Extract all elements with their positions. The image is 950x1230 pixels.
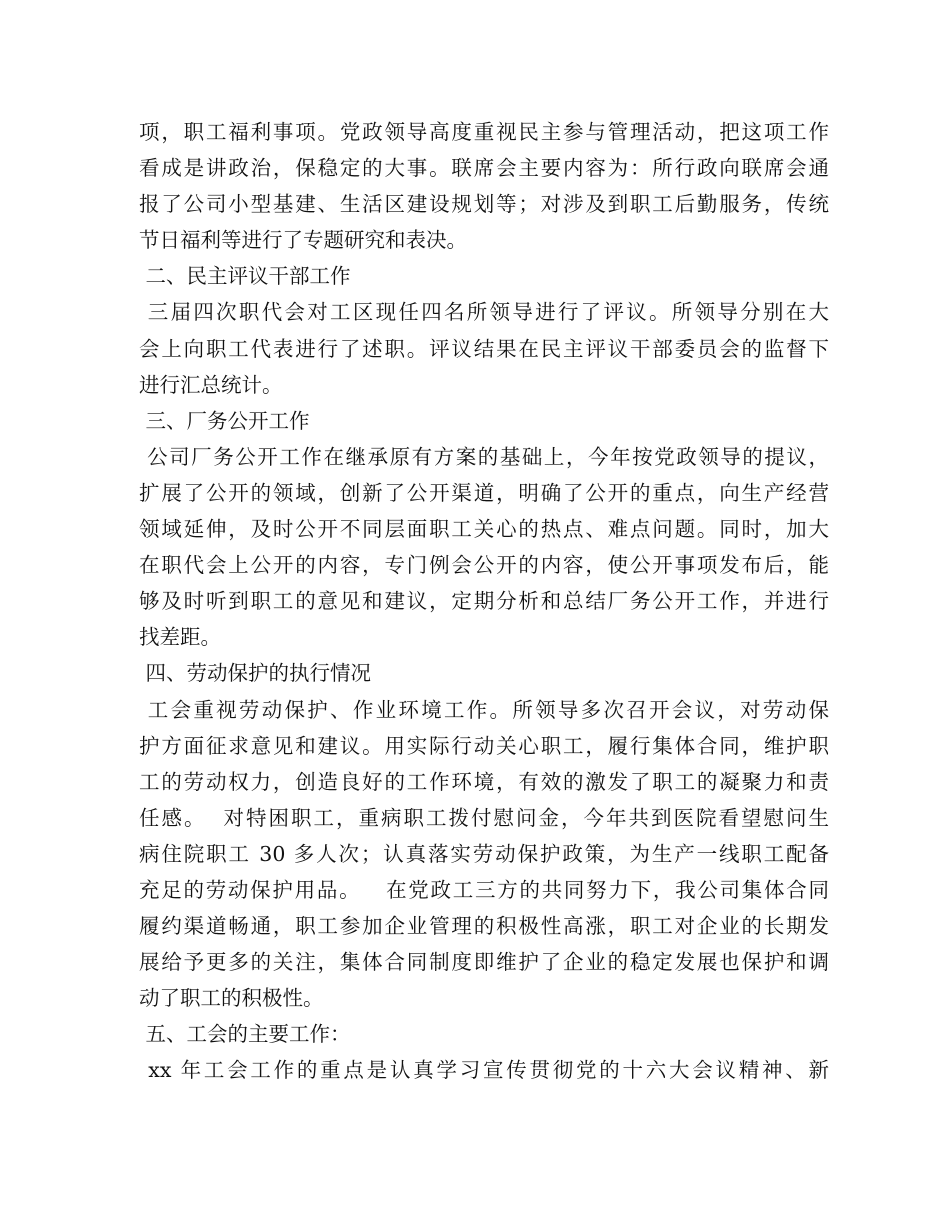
section-heading: 五、工会的主要工作：: [139, 1022, 351, 1047]
text-line: 充足的劳动保护用品。 在党政工三方的共同努力下，我公司集体合同: [139, 877, 829, 902]
text-line: 找差距。: [139, 625, 221, 650]
text-line: 工会重视劳动保护、作业环境工作。所领导多次召开会议，对劳动保: [139, 697, 829, 722]
text-line: 报了公司小型基建、生活区建设规划等；对涉及到职工后勤服务，传统: [139, 192, 829, 217]
text-line: 看成是讲政治，保稳定的大事。联席会主要内容为：所行政向联席会通: [139, 156, 829, 181]
text-line: 够及时听到职工的意见和建议，定期分析和总结厂务公开工作，并进行: [139, 589, 829, 614]
text-line: xx 年工会工作的重点是认真学习宣传贯彻党的十六大会议精神、新: [139, 1058, 829, 1083]
text-line: 三届四次职代会对工区现任四名所领导进行了评议。所领导分别在大: [139, 300, 829, 325]
text-line: 履约渠道畅通，职工参加企业管理的积极性高涨，职工对企业的长期发: [139, 914, 829, 939]
text-line: 病住院职工 30 多人次；认真落实劳动保护政策，为生产一线职工配备: [139, 841, 829, 866]
text-line: 领域延伸，及时公开不同层面职工关心的热点、难点问题。同时，加大: [139, 517, 829, 542]
text-line: 会上向职工代表进行了述职。评议结果在民主评议干部委员会的监督下: [139, 336, 829, 361]
text-line: 护方面征求意见和建议。用实际行动关心职工，履行集体合同，维护职: [139, 733, 829, 758]
section-heading: 四、劳动保护的执行情况: [139, 661, 372, 686]
text-line: 进行汇总统计。: [139, 372, 283, 397]
text-line: 工的劳动权力，创造良好的工作环境，有效的激发了职工的凝聚力和责: [139, 769, 829, 794]
text-line: 公司厂务公开工作在继承原有方案的基础上，今年按党政领导的提议，: [139, 444, 829, 469]
text-line: 节日福利等进行了专题研究和表决。: [139, 228, 467, 253]
text-line: 任感。 对特困职工，重病职工拨付慰问金，今年共到医院看望慰问生: [139, 805, 829, 830]
text-line: 在职代会上公开的内容，专门例会公开的内容，使公开事项发布后，能: [139, 553, 829, 578]
section-heading: 二、民主评议干部工作: [139, 264, 351, 289]
text-line: 扩展了公开的领域，创新了公开渠道，明确了公开的重点，向生产经营: [139, 480, 829, 505]
section-heading: 三、厂务公开工作: [139, 408, 310, 433]
text-line: 动了职工的积极性。: [139, 986, 324, 1011]
document-body: [139, 114, 829, 1089]
text-line: 项，职工福利事项。党政领导高度重视民主参与管理活动，把这项工作: [139, 120, 829, 144]
text-line: 展给予更多的关注，集体合同制度即维护了企业的稳定发展也保护和调: [139, 950, 829, 975]
